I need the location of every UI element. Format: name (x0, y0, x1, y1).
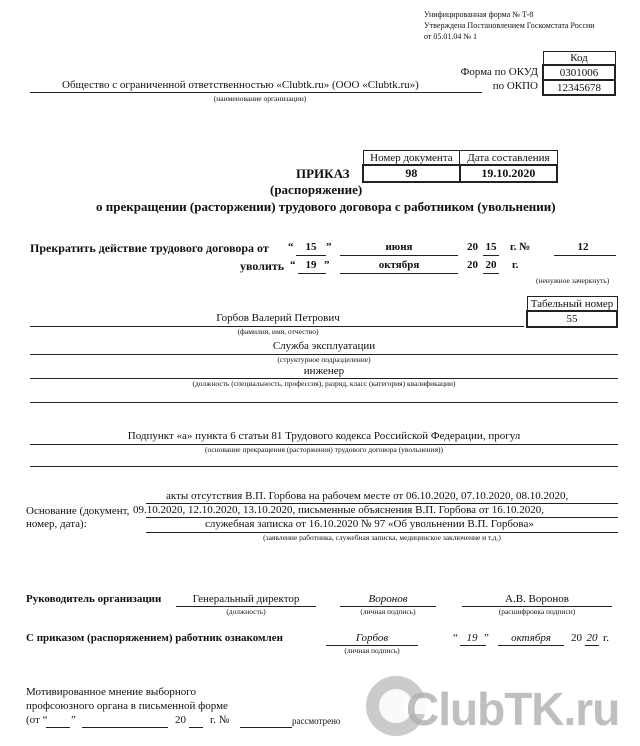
basis-line-3: служебная записка от 16.10.2020 № 97 «Об увольнении В.П. Горбова» (205, 518, 534, 530)
ack-year: 20 (586, 632, 598, 644)
position-extra-line (30, 402, 618, 403)
ack-month-line (498, 645, 564, 646)
tab-number-header: Табельный номер (527, 297, 617, 312)
dismiss-year-prefix: 20 (467, 259, 478, 271)
ack-g: г. (603, 632, 610, 644)
termination-year-line (483, 255, 499, 256)
department: Служба эксплуатации (272, 340, 376, 352)
ack-quote-close: ” (484, 632, 489, 644)
termination-day: 15 (305, 241, 317, 253)
termination-month: июня (385, 241, 413, 253)
union-reviewed: рассмотрено (292, 716, 341, 726)
head-label: Руководитель организации (26, 593, 162, 605)
grounds-text: Подпункт «а» пункта 6 статьи 81 Трудового кодекса Российской Федерации, прогул (127, 430, 521, 442)
organization-name: Общество с ограниченной ответственностью «Clubtk.ru» (ООО «Clubtk.ru») (62, 79, 419, 91)
union-year-prefix: 20 (175, 714, 186, 726)
tab-number-table (526, 296, 618, 328)
termination-year-prefix: 20 (467, 241, 478, 253)
grounds-caption: (основание прекращения (расторжения) трудового договора (увольнения)) (204, 445, 444, 454)
okpo-label: по ОКПО (492, 80, 538, 92)
ack-quote-open: “ (453, 632, 458, 644)
basis-line-2: 09.10.2020, 12.10.2020, 13.10.2020, письменные объяснения В.П. Горбова от 16.10.2020, (133, 504, 544, 516)
acknowledge-signature: Горбов (355, 632, 389, 644)
department-caption: (структурное подразделение) (277, 355, 371, 364)
termination-g-no: г. № (510, 241, 531, 253)
basis-label-1: Основание (документ, (26, 505, 130, 517)
employee-name: Горбов Валерий Петрович (216, 312, 340, 324)
order-subtitle: о прекращении (расторжении) трудового договора с работником (увольнении) (96, 199, 556, 214)
acknowledge-signature-caption: (личная подпись) (344, 646, 400, 655)
termination-day-line (296, 255, 326, 256)
okud-label: Форма по ОКУД (460, 66, 538, 78)
ack-day: 19 (466, 632, 478, 644)
basis-line-1: акты отсутствия В.П. Горбова на рабочем месте от 06.10.2020, 07.10.2020, 08.10.2020, (166, 490, 569, 502)
termination-label: Прекратить действие трудового договора от (30, 241, 269, 255)
termination-month-line (340, 255, 458, 256)
form-approved-date: от 05.01.04 № 1 (424, 32, 478, 41)
grounds-extra-line (30, 466, 618, 467)
okud-value: 0301006 (543, 65, 615, 80)
union-day-line (46, 727, 70, 728)
dismiss-day-line (298, 273, 326, 274)
ack-month: октября (511, 632, 551, 644)
position: инженер (303, 365, 345, 377)
contract-number: 12 (577, 241, 589, 253)
ack-year-line (585, 645, 599, 646)
cross-out-note: (ненужное зачеркнуть) (536, 276, 610, 285)
union-month-line (82, 727, 168, 728)
form-approved: Утверждена Постановлением Госкомстата России (424, 21, 595, 30)
union-quote-close: ” (71, 714, 76, 726)
ack-year-prefix: 20 (571, 632, 582, 644)
form-name: Унифицированная форма № Т-8 (424, 10, 534, 19)
employee-name-caption: (фамилия, имя, отчество) (237, 327, 319, 336)
termination-year: 15 (485, 241, 497, 253)
dismiss-year-line (483, 273, 499, 274)
head-signature-caption: (личная подпись) (360, 607, 416, 616)
order-title-2: (распоряжение) (270, 182, 363, 197)
doc-number-header: Номер документа (363, 151, 460, 166)
union-line-1: Мотивированное мнение выборного (26, 686, 197, 698)
order-title: ПРИКАЗ (296, 166, 350, 181)
termination-quote-open: “ (288, 241, 294, 253)
head-decode-caption: (расшифровка подписи) (498, 607, 576, 616)
order-number-date-table (362, 150, 558, 183)
union-year-line (189, 727, 203, 728)
doc-date: 19.10.2020 (460, 165, 557, 182)
watermark-text: ClubTK.ru (406, 683, 620, 735)
union-number-line (240, 727, 292, 728)
basis-label-2: номер, дата): (26, 518, 87, 530)
termination-quote-close: ” (326, 241, 332, 253)
union-line-2: профсоюзного органа в письменной форме (26, 700, 228, 712)
dismiss-quote-close: ” (324, 259, 330, 271)
dismiss-quote-open: “ (290, 259, 296, 271)
dismiss-year: 20 (485, 259, 497, 271)
acknowledge-label: С приказом (распоряжением) работник ознакомлен (26, 632, 283, 644)
dismiss-month: октября (378, 259, 420, 271)
head-decode: А.В. Воронов (505, 593, 569, 605)
doc-number: 98 (363, 165, 460, 182)
code-header: Код (543, 52, 615, 66)
contract-number-line (554, 255, 616, 256)
head-signature: Воронов (368, 593, 408, 605)
dismiss-g: г. (512, 259, 519, 271)
head-position: Генеральный директор (192, 593, 300, 605)
position-caption: (должность (специальность, профессия), разряд, класс (категория) квалификации) (192, 379, 456, 388)
head-position-caption: (должность) (226, 607, 266, 616)
union-g-no: г. № (210, 714, 230, 726)
ack-day-line (460, 645, 486, 646)
doc-date-header: Дата составления (460, 151, 557, 166)
organization-underline (30, 92, 482, 93)
okpo-value: 12345678 (543, 80, 615, 95)
tab-number: 55 (527, 311, 617, 327)
dismiss-month-line (340, 273, 458, 274)
organization-caption: (наименование организации) (213, 94, 307, 103)
basis-caption: (заявление работника, служебная записка, медицинское заключение и т.д.) (263, 533, 501, 542)
dismiss-day: 19 (305, 259, 317, 271)
watermark (360, 668, 640, 746)
union-from: (от “ (26, 714, 48, 726)
dismiss-label: уволить (240, 259, 285, 273)
codes-table (542, 51, 616, 96)
